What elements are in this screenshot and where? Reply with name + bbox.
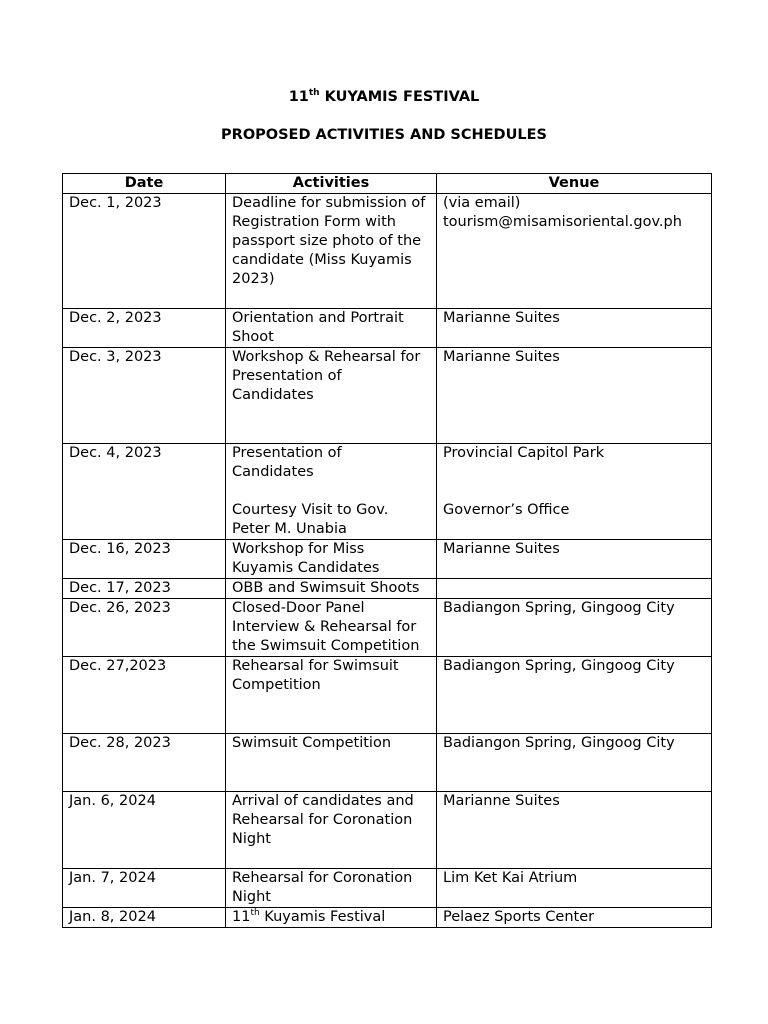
table-row — [63, 309, 712, 348]
activity-line: Night — [232, 831, 271, 847]
table-row — [63, 540, 712, 579]
activity-line: Candidates — [232, 387, 314, 403]
cell-date: Jan. 7, 2024 — [63, 869, 226, 908]
activity-line: OBB and Swimsuit Shoots — [232, 580, 420, 596]
cell-activities — [226, 734, 437, 792]
activity-line: Presentation of — [232, 368, 342, 384]
cell-activities — [226, 444, 437, 540]
activity-line: Shoot — [232, 329, 274, 345]
activity-line: Closed-Door Panel — [232, 600, 365, 616]
schedule-table — [62, 173, 712, 928]
venue-line: Marianne Suites — [443, 349, 560, 365]
cell-activities — [226, 194, 437, 309]
venue-line: Marianne Suites — [443, 541, 560, 557]
cell-venue — [437, 792, 712, 869]
activity-ordinal-suffix: th — [250, 908, 260, 918]
activity-line: the Swimsuit Competition — [232, 638, 420, 654]
header-venue: Venue — [437, 174, 712, 194]
venue-line: Provincial Capitol Park — [443, 445, 605, 461]
cell-venue — [437, 734, 712, 792]
venue-line: Pelaez Sports Center — [443, 909, 595, 925]
cell-venue — [437, 194, 712, 309]
venue-line: Badiangon Spring, Gingoog City — [443, 735, 675, 751]
cell-venue — [437, 869, 712, 908]
header-activities: Activities — [226, 174, 437, 194]
table-row — [63, 444, 712, 540]
cell-venue — [437, 444, 712, 540]
activity-line: Peter M. Unabia — [232, 521, 347, 537]
activity-line: Rehearsal for Coronation — [232, 812, 413, 828]
cell-date: Dec. 3, 2023 — [63, 348, 226, 444]
cell-activities — [226, 599, 437, 657]
table-row — [63, 792, 712, 869]
activity-line: Orientation and Portrait — [232, 310, 404, 326]
table-row — [63, 657, 712, 734]
cell-activities — [226, 348, 437, 444]
table-row — [63, 599, 712, 657]
venue-line: Badiangon Spring, Gingoog City — [443, 658, 675, 674]
activity-line: Rehearsal for Swimsuit — [232, 658, 399, 674]
venue-line: Lim Ket Kai Atrium — [443, 870, 578, 886]
cell-activities — [226, 869, 437, 908]
cell-venue — [437, 540, 712, 579]
table-row — [63, 579, 712, 599]
table-row — [63, 194, 712, 309]
activity-line: Night — [232, 889, 271, 905]
cell-venue — [437, 348, 712, 444]
activity-line: candidate (Miss Kuyamis — [232, 252, 412, 268]
cell-date: Dec. 26, 2023 — [63, 599, 226, 657]
cell-date: Dec. 16, 2023 — [63, 540, 226, 579]
activity-line: Presentation of — [232, 445, 342, 461]
activity-line: Competition — [232, 677, 321, 693]
cell-date: Jan. 6, 2024 — [63, 792, 226, 869]
line-gap — [443, 482, 706, 501]
venue-line: Governor’s Office — [443, 502, 570, 518]
venue-line: Marianne Suites — [443, 310, 560, 326]
cell-activities — [226, 309, 437, 348]
activity-line: Kuyamis Candidates — [232, 560, 380, 576]
activity-line: Workshop for Miss — [232, 541, 365, 557]
cell-venue — [437, 908, 712, 928]
activity-text: Kuyamis Festival — [259, 909, 386, 925]
venue-line: Marianne Suites — [443, 793, 560, 809]
activity-line: Arrival of candidates and — [232, 793, 414, 809]
cell-venue — [437, 657, 712, 734]
schedule-body — [63, 194, 712, 928]
cell-venue — [437, 579, 712, 599]
cell-date: Dec. 28, 2023 — [63, 734, 226, 792]
activity-line: Swimsuit Competition — [232, 735, 392, 751]
line-gap — [232, 482, 431, 501]
activity-ordinal: 11 — [232, 909, 251, 925]
festival-title-suffix: th — [308, 88, 320, 98]
table-row — [63, 734, 712, 792]
cell-date: Dec. 1, 2023 — [63, 194, 226, 309]
venue-line: (via email) — [443, 195, 521, 211]
festival-title-rest: KUYAMIS FESTIVAL — [319, 89, 480, 105]
activity-line: Registration Form with — [232, 214, 396, 230]
line-gap — [443, 463, 706, 482]
activity-line: Workshop & Rehearsal for — [232, 349, 421, 365]
table-row — [63, 869, 712, 908]
cell-venue — [437, 599, 712, 657]
cell-date: Dec. 17, 2023 — [63, 579, 226, 599]
activity-line: Rehearsal for Coronation — [232, 870, 413, 886]
cell-date: Jan. 8, 2024 — [63, 908, 226, 928]
cell-date: Dec. 2, 2023 — [63, 309, 226, 348]
activity-line: Courtesy Visit to Gov. — [232, 502, 389, 518]
table-row — [63, 348, 712, 444]
activity-line: Deadline for submission of — [232, 195, 426, 211]
header-date: Date — [63, 174, 226, 194]
cell-date: Dec. 4, 2023 — [63, 444, 226, 540]
table-header-row — [63, 174, 712, 194]
cell-activities — [226, 579, 437, 599]
cell-activities — [226, 657, 437, 734]
cell-venue — [437, 309, 712, 348]
cell-activities — [226, 908, 437, 928]
festival-title-ordinal: 11 — [288, 89, 309, 105]
activity-line: passport size photo of the — [232, 233, 422, 249]
festival-title — [0, 88, 768, 106]
venue-line: tourism@misamisoriental.gov.ph — [443, 214, 682, 230]
table-row — [63, 908, 712, 928]
schedule-title: PROPOSED ACTIVITIES AND SCHEDULES — [221, 127, 547, 143]
activity-line: Interview & Rehearsal for — [232, 619, 417, 635]
cell-date: Dec. 27,2023 — [63, 657, 226, 734]
cell-activities — [226, 792, 437, 869]
cell-activities — [226, 540, 437, 579]
venue-line: Badiangon Spring, Gingoog City — [443, 600, 675, 616]
activity-line: Candidates — [232, 464, 314, 480]
activity-line: 2023) — [232, 271, 275, 287]
